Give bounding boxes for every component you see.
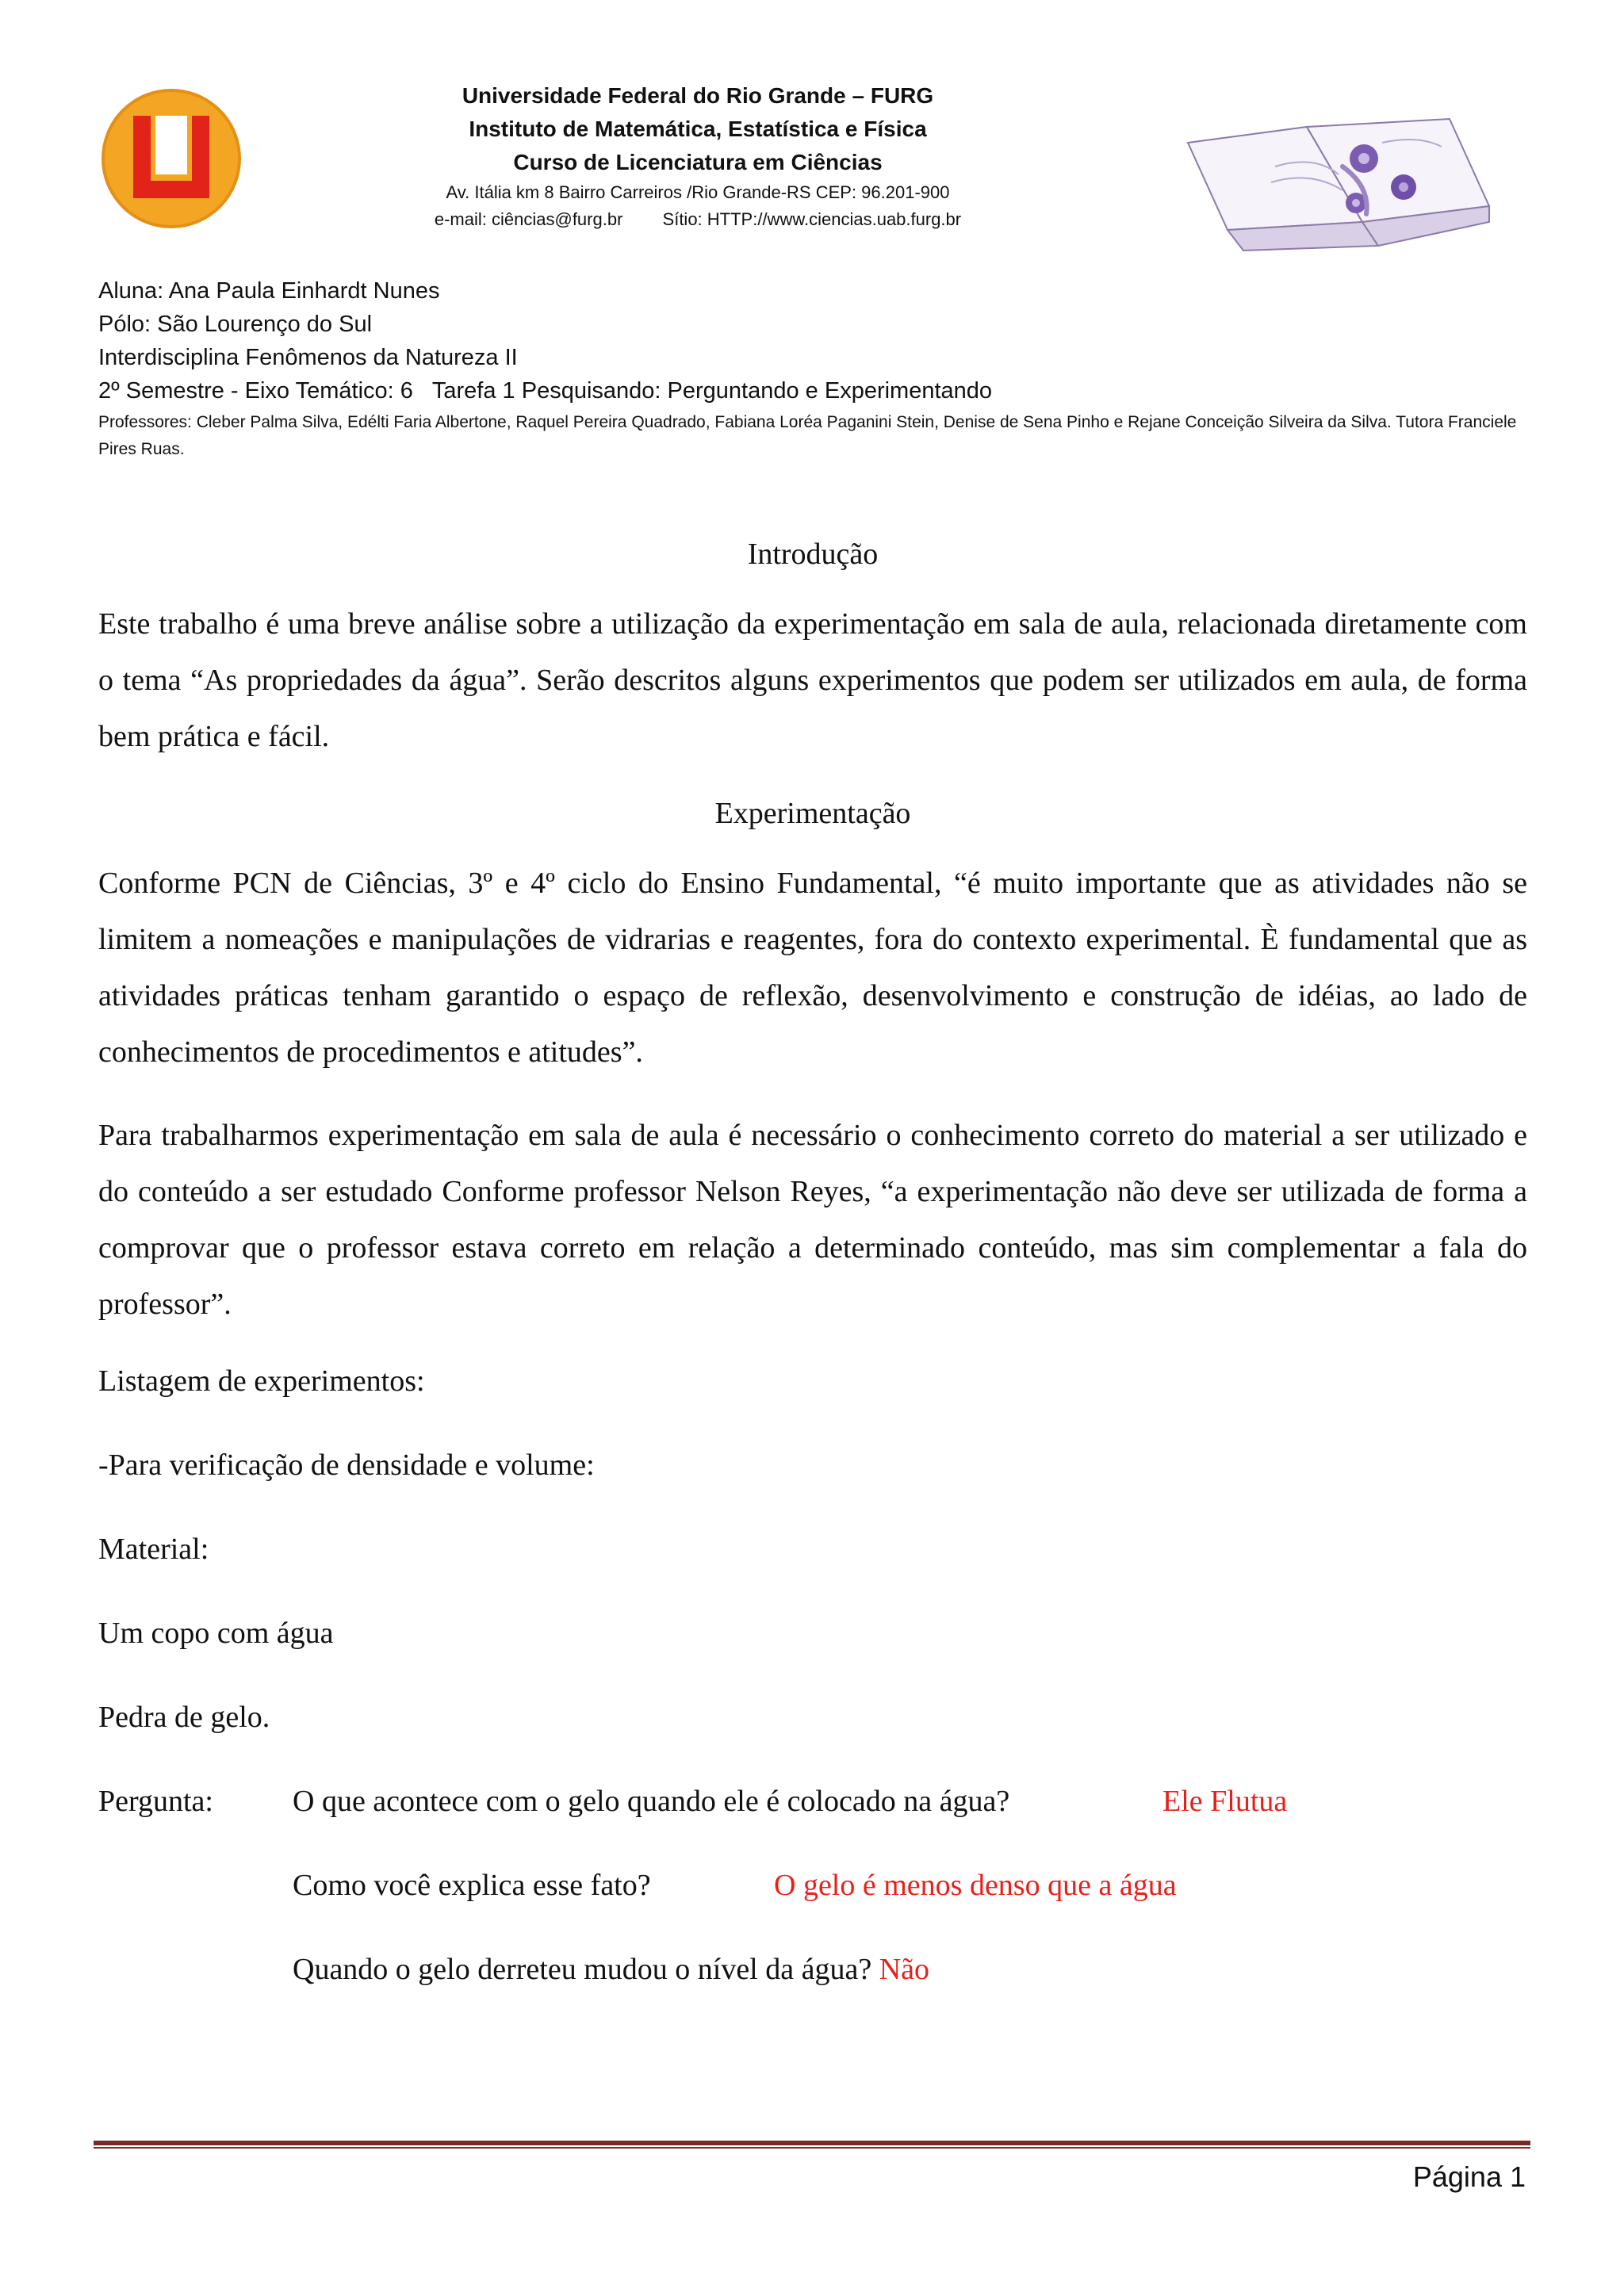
university-name: Universidade Federal do Rio Grande – FURG [462,83,934,108]
experimentation-heading: Experimentação [714,797,911,830]
experimentation-paragraph-2: Para trabalharmos experimentação em sala de aula é necessário o conhecimento correto do material a ser utilizado e do conteúdo a ser estudado Conforme professor Nelson Reyes, “a experimentação não deve ser utilizada de forma a comprovar que o professor estava correto em relação a determinado conteúdo, mas sim complementar a fala do professor”. [98,1119,1527,1321]
question-row-2 [98,1864,1527,1907]
polo: Pólo: São Lourenço do Sul [98,312,373,337]
email: e-mail: ciências@furg.br [434,209,623,229]
semester: 2º Semestre - Eixo Temático: 6 [98,378,413,404]
footer-divider [94,2141,1530,2149]
course-name: Curso de Licenciatura em Ciências [513,150,883,174]
student-name: Aluna: Ana Paula Einhardt Nunes [98,278,440,304]
contact-line [333,206,1063,233]
website: Sítio: HTTP://www.ciencias.uab.furg.br [662,209,962,229]
intro-paragraph: Este trabalho é uma breve análise sobre a utilização da experimentação em sala de aula, relacionada diretamente com o tema “As propriedades da água”. Serão descritos alguns experimentos que podem ser utilizados em aula, de forma bem prática e fácil. [98,607,1527,753]
question-3 [293,1948,929,1991]
answer-1: Ele Flutua [1162,1785,1288,1818]
semester-task-line [98,374,1526,408]
experimentation-paragraph-1: Conforme PCN de Ciências, 3º e 4º ciclo do Ensino Fundamental, “é muito importante que as atividades não se limitem a nomeações e manipulações de vidrarias e reagentes, fora do contexto experimental. È fundamental que as atividades práticas tenham garantido o espaço de reflexão, desenvolvimento e construção de idéias, ao lado de conhecimentos de procedimentos e atitudes”. [98,867,1527,1069]
student-info [98,274,1526,463]
question-row-1 [98,1780,1527,1823]
professors: Professores: Cleber Palma Silva, Edélti Faria Albertone, Raquel Pereira Quadrado, Fabiana Loréa Paganini Stein, Denise de Sena Pinho e Rejane Conceição Silveira da Silva. Tutora Franciele Pires Ruas. [98,413,1517,458]
material-label: Material: [98,1533,209,1566]
page-number: Página 1 [1412,2160,1526,2193]
material-item: Pedra de gelo. [98,1701,270,1734]
question-label: Pergunta: [98,1785,213,1818]
intro-heading: Introdução [747,538,879,571]
question-row-3 [98,1948,1527,1991]
document-body [98,533,1527,2032]
material-item: Um copo com água [98,1617,334,1650]
institute-name: Instituto de Matemática, Estatística e Física [469,117,927,141]
experiment-list-title: Listagem de experimentos: [98,1364,425,1398]
task: Tarefa 1 Pesquisando: Perguntando e Experimentando [431,378,993,404]
answer-2: O gelo é menos denso que a água [774,1869,1177,1902]
question-1: O que acontece com o gelo quando ele é colocado na água? [293,1785,1010,1818]
furg-logo [98,86,244,232]
answer-3: Não [879,1953,930,1986]
question-2: Como você explica esse fato? [293,1869,651,1902]
experiment-item: -Para verificação de densidade e volume: [98,1448,595,1482]
question-3-text: Quando o gelo derreteu mudou o nível da água? [293,1953,872,1986]
institution-header [333,79,1063,233]
address: Av. Itália km 8 Bairro Carreiros /Rio Grande-RS CEP: 96.201-900 [446,182,950,202]
interdisciplina: Interdisciplina Fenômenos da Natureza II [98,345,518,370]
open-book-logo [1180,111,1497,270]
